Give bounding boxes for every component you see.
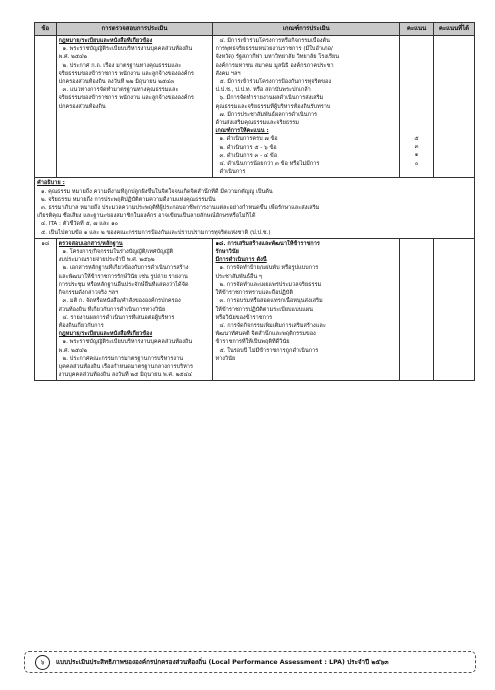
- footer-title: แบบประเมินประสิทธิภาพขององค์กรปกครองส่วนท้องถิ่น (Local Performance Assessment : LPA) ประจำปี ๒๕๖๓: [56, 659, 389, 666]
- text-line: ๑. โครงการ/กิจกรรมในร่างบัญญัติ/เทศบัญญัติ: [62, 249, 174, 256]
- text-line: งานบุคคลส่วนท้องถิ่น ลงวันที่ ๒๕ มิถุนายน พ.ศ. ๒๕๔๔: [58, 372, 193, 379]
- text-line: ๑. พระราชบัญญัติระเบียบบริหารงานบุคคลส่วนท้องถิ่น: [62, 46, 193, 53]
- explanation-title: คำอธิบาย :: [37, 180, 65, 187]
- text-line: พ.ศ. ๒๕๔๒: [58, 347, 87, 354]
- section-heading: ตรวจสอบเอกสาร/หลักฐาน: [58, 240, 123, 247]
- text-line: องค์การมหาชน สมาคม มูลนิธิ องค์กรภาคประชา: [215, 62, 334, 69]
- text-line: ปกครองส่วนท้องถิ่น: [58, 103, 106, 110]
- explanation-line: ๕. เป็นไปตามข้อ ๑ และ ๒ ของคณะกรรมการป้องกันและปราบปรามการทุจริตแห่งชาติ (ป.ป.ช.): [41, 229, 271, 236]
- text-line: ๖. มีการจัดทำรายงานผลดำเนินการส่งเสริม: [219, 95, 324, 102]
- section-heading: กฎหมาย/ระเบียบและหนังสือที่เกี่ยวข้อง: [58, 331, 153, 338]
- row2-criteria-cell: [213, 238, 400, 380]
- section-heading: มีการดำเนินการ ดังนี้: [215, 257, 267, 264]
- text-line: ให้ข้าราชการปฏิบัติตามระเบียบแบบแผน: [215, 306, 313, 313]
- scoring-criterion: ดำเนินการ: [219, 169, 246, 176]
- text-line: ทางวินัย: [215, 355, 236, 362]
- row2-score-cell: [400, 238, 434, 380]
- text-line: ๕. มีการเข้าร่วมโครงการป้องกันการทุจริตของ: [219, 79, 332, 86]
- page-number: ๖: [35, 655, 50, 670]
- text-line: ๒. ประกาศคณะกรรมการมาตรฐานการบริหารงาน: [62, 355, 184, 362]
- row2-criteria-lines: [215, 240, 397, 363]
- text-line: พ.ศ. ๒๕๔๒: [58, 54, 87, 61]
- row1-obtained-cell: [433, 36, 474, 178]
- text-line: จริยธรรมของข้าราชการ พนักงาน และลูกจ้างขององค์กร: [58, 95, 194, 102]
- text-line: ๔. มีการเข้าร่วมโครงการหรือกิจกรรมเบื้องต้น: [219, 38, 330, 44]
- explanation-cell: [35, 178, 475, 238]
- text-line: พัฒนาทัศนคติ จิตสำนึกและพฤติกรรมของ: [215, 331, 316, 338]
- explanation-line: ๔. ITA : ตัวชี้วัดที่ ๕, ๗ และ ๑๐: [41, 221, 119, 228]
- text-line: ๓. แนวทางการจัดทำมาตรฐานทางคุณธรรมและ: [62, 87, 179, 94]
- text-line: ๒. เอกสารหลักฐานที่เกี่ยวข้องกับการดำเนินการสร้าง: [62, 265, 189, 272]
- text-line: ๗. มีการประชาสัมพันธ์ผลการดำเนินการ: [219, 111, 318, 118]
- document-page: [34, 22, 475, 381]
- text-line: จังหวัด) รัฐสภากีฬา มหาวิทยาลัย วิทยาลัย โรงเรียน: [215, 54, 340, 61]
- text-line: ๔. การจัดกิจกรรมเพิ่มเติมการเสริมสร้างและ: [219, 322, 326, 329]
- text-line: บุคคลส่วนท้องถิ่น เรื่องกำหนดมาตรฐานกลางการบริหาร: [58, 363, 193, 370]
- text-line: ป.ป.ช., ป.ป.ท. หรือ สถาบันพระปกเกล้า: [215, 87, 311, 94]
- text-line: การพุทธจริยธรรมหน่วยงานราชการ (มีใบอำเภอ/: [215, 46, 333, 53]
- page-footer: [24, 651, 476, 673]
- text-line: ๓. มติ ก. จัดหรือหนังสือ/คำสั่งขององค์กรปกครอง: [62, 298, 181, 305]
- text-line: ๑๘. การเสริมสร้างและพัฒนาให้ข้าราชการ: [215, 240, 320, 247]
- row2-obtained-cell: [433, 238, 474, 380]
- table-header-row: [35, 23, 475, 36]
- header-criteria: เกณฑ์การประเมิน: [213, 23, 400, 36]
- row2-evidence-lines: [59, 240, 211, 379]
- text-line: ประชาสัมพันธ์อื่น ๆ: [215, 273, 262, 280]
- row2-evidence-cell: [56, 238, 213, 380]
- row2-no-cell: ๑๘: [35, 238, 57, 380]
- header-score-obtained: คะแนนที่ได้: [433, 23, 474, 36]
- text-line: สังคม ฯลฯ: [215, 70, 241, 77]
- explanation-row: [35, 178, 475, 238]
- text-line: ส่วนท้องถิ่น ที่เกี่ยวกับการดำเนินการทางวินัย: [58, 306, 166, 313]
- table-row: [35, 238, 475, 380]
- text-line: งบประมาณรายจ่ายประจำปี พ.ศ. ๒๕๖๒: [58, 257, 155, 264]
- row1-criteria-cell: [213, 36, 400, 178]
- explanation-line: ๓. ธรรมาภิบาล หมายถึง ประมวลความประพฤติที่ผู้ประกอบอาชีพการงานแต่ละอย่างกำหนดขึ้น เพื่อรักษาและส่งเสริม: [41, 205, 320, 212]
- row1-score-cell: [400, 36, 434, 178]
- scoring-criterion: ๑. ดำเนินการครบ ๗ ข้อ: [219, 136, 278, 143]
- row1-evidence-lines: [59, 37, 211, 111]
- score-value: ๑: [414, 152, 419, 159]
- text-line: ให้ข้าราชการทราบและถือปฏิบัติ: [215, 290, 293, 297]
- text-line: ๔. รายงานผลการดำเนินการที่เสนอต่อผู้บริหาร: [62, 314, 175, 321]
- text-line: ๕. ในรอบปี ไม่มีข้าราชการถูกดำเนินการ: [219, 347, 319, 354]
- row1-score-values: [402, 135, 431, 176]
- row1-evidence-cell: [56, 36, 213, 178]
- scoring-criterion: ๔. ดำเนินการน้อยกว่า ๓ ข้อ หรือไม่มีการ: [219, 161, 320, 168]
- explanation-line: ๑. คุณธรรม หมายถึง ความดีงามที่ถูกปลูกฝังขึ้นในจิตใจจนเกิดจิตสำนึกที่ดี มีความกตัญญู เป็นต้น: [41, 188, 273, 195]
- text-line: ข้าราชการที่ให้เป็นพฤติที่ดีวินัย: [215, 339, 290, 346]
- text-line: การประชุม หรือหลักฐานอื่นประจักษ์อื่นที่แสดงว่าได้จัด: [58, 281, 189, 288]
- text-line: ด้านส่งเสริมคุณธรรมและจริยธรรม: [215, 120, 299, 127]
- row1-no-cell: [35, 36, 57, 178]
- text-line: และพัฒนาให้ข้าราชการรักษ์วินัย เช่น รูปถ่าย รายงาน: [58, 273, 188, 280]
- header-score: คะแนน: [400, 23, 434, 36]
- scoring-criterion: ๓. ดำเนินการ ๓ - ๔ ข้อ: [219, 152, 278, 159]
- text-line: ๑. การจัดทำป้าย/แผ่นพับ หรือรูปแบบการ: [219, 265, 319, 272]
- text-line: ๓. การอบรมหรือสอดแทรกเนื้อหนุนส่งเสริม: [219, 298, 323, 305]
- row1-score-lines: [215, 135, 397, 176]
- explanation-lines: [37, 188, 472, 237]
- text-line: ๒. ประกาศ ก.ถ. เรื่อง มาตรฐานทางคุณธรรมและ: [62, 62, 182, 69]
- score-value: [402, 168, 431, 176]
- text-line: จริยธรรมของข้าราชการ พนักงาน และลูกจ้างขององค์กร: [58, 70, 194, 77]
- text-line: หรือวินัยของข้าราชการ: [215, 314, 273, 321]
- scoring-criterion: ๒. ดำเนินการ ๕ - ๖ ข้อ: [219, 144, 277, 151]
- section-heading: กฎหมาย/ระเบียบและหนังสือที่เกี่ยวข้อง: [58, 38, 153, 44]
- row1-criteria-lines: [215, 37, 397, 135]
- explanation-line: ๒. จริยธรรม หมายถึง การประพฤติปฏิบัติตามความดีงามแห่งคุณธรรมนั้น: [41, 196, 216, 203]
- text-line: ปกครองส่วนท้องถิ่น ลงวันที่ ๒๒ มิถุนายน ๒๕๔๓: [58, 79, 175, 86]
- header-indicator: การตรวจสอบการประเมิน: [56, 23, 213, 36]
- score-value: ๐: [414, 160, 419, 167]
- text-line: รักษาวินัย: [215, 249, 239, 256]
- score-value: ๕: [414, 136, 419, 142]
- section-heading: เกณฑ์การให้คะแนน :: [215, 128, 269, 135]
- text-line: ๑. พระราชบัญญัติระเบียบบริหารงานบุคคลส่วนท้องถิ่น: [62, 339, 193, 346]
- assessment-table: [34, 22, 475, 381]
- table-row: [35, 36, 475, 178]
- header-no: ข้อ: [35, 23, 57, 36]
- text-line: คุณธรรมและจริยธรรมที่ผู้บริหารท้องถิ่นรับทราบ: [215, 103, 331, 110]
- explanation-line: เกียรติคุณ ชื่อเสียง และฐานะของสมาชิกในองค์กร อาจเขียนเป็นลายลักษณ์อักษรหรือไม่ก็ได้: [37, 213, 256, 220]
- score-value: ๓: [414, 144, 419, 151]
- text-line: ๒. การจัดทำและเผยแพร่ประมวลจริยธรรม: [219, 281, 322, 288]
- text-line: ท้องถิ่นเกี่ยวกับการ: [58, 322, 104, 329]
- text-line: กิจกรรมดังกล่าวจริง ฯลฯ: [58, 290, 119, 297]
